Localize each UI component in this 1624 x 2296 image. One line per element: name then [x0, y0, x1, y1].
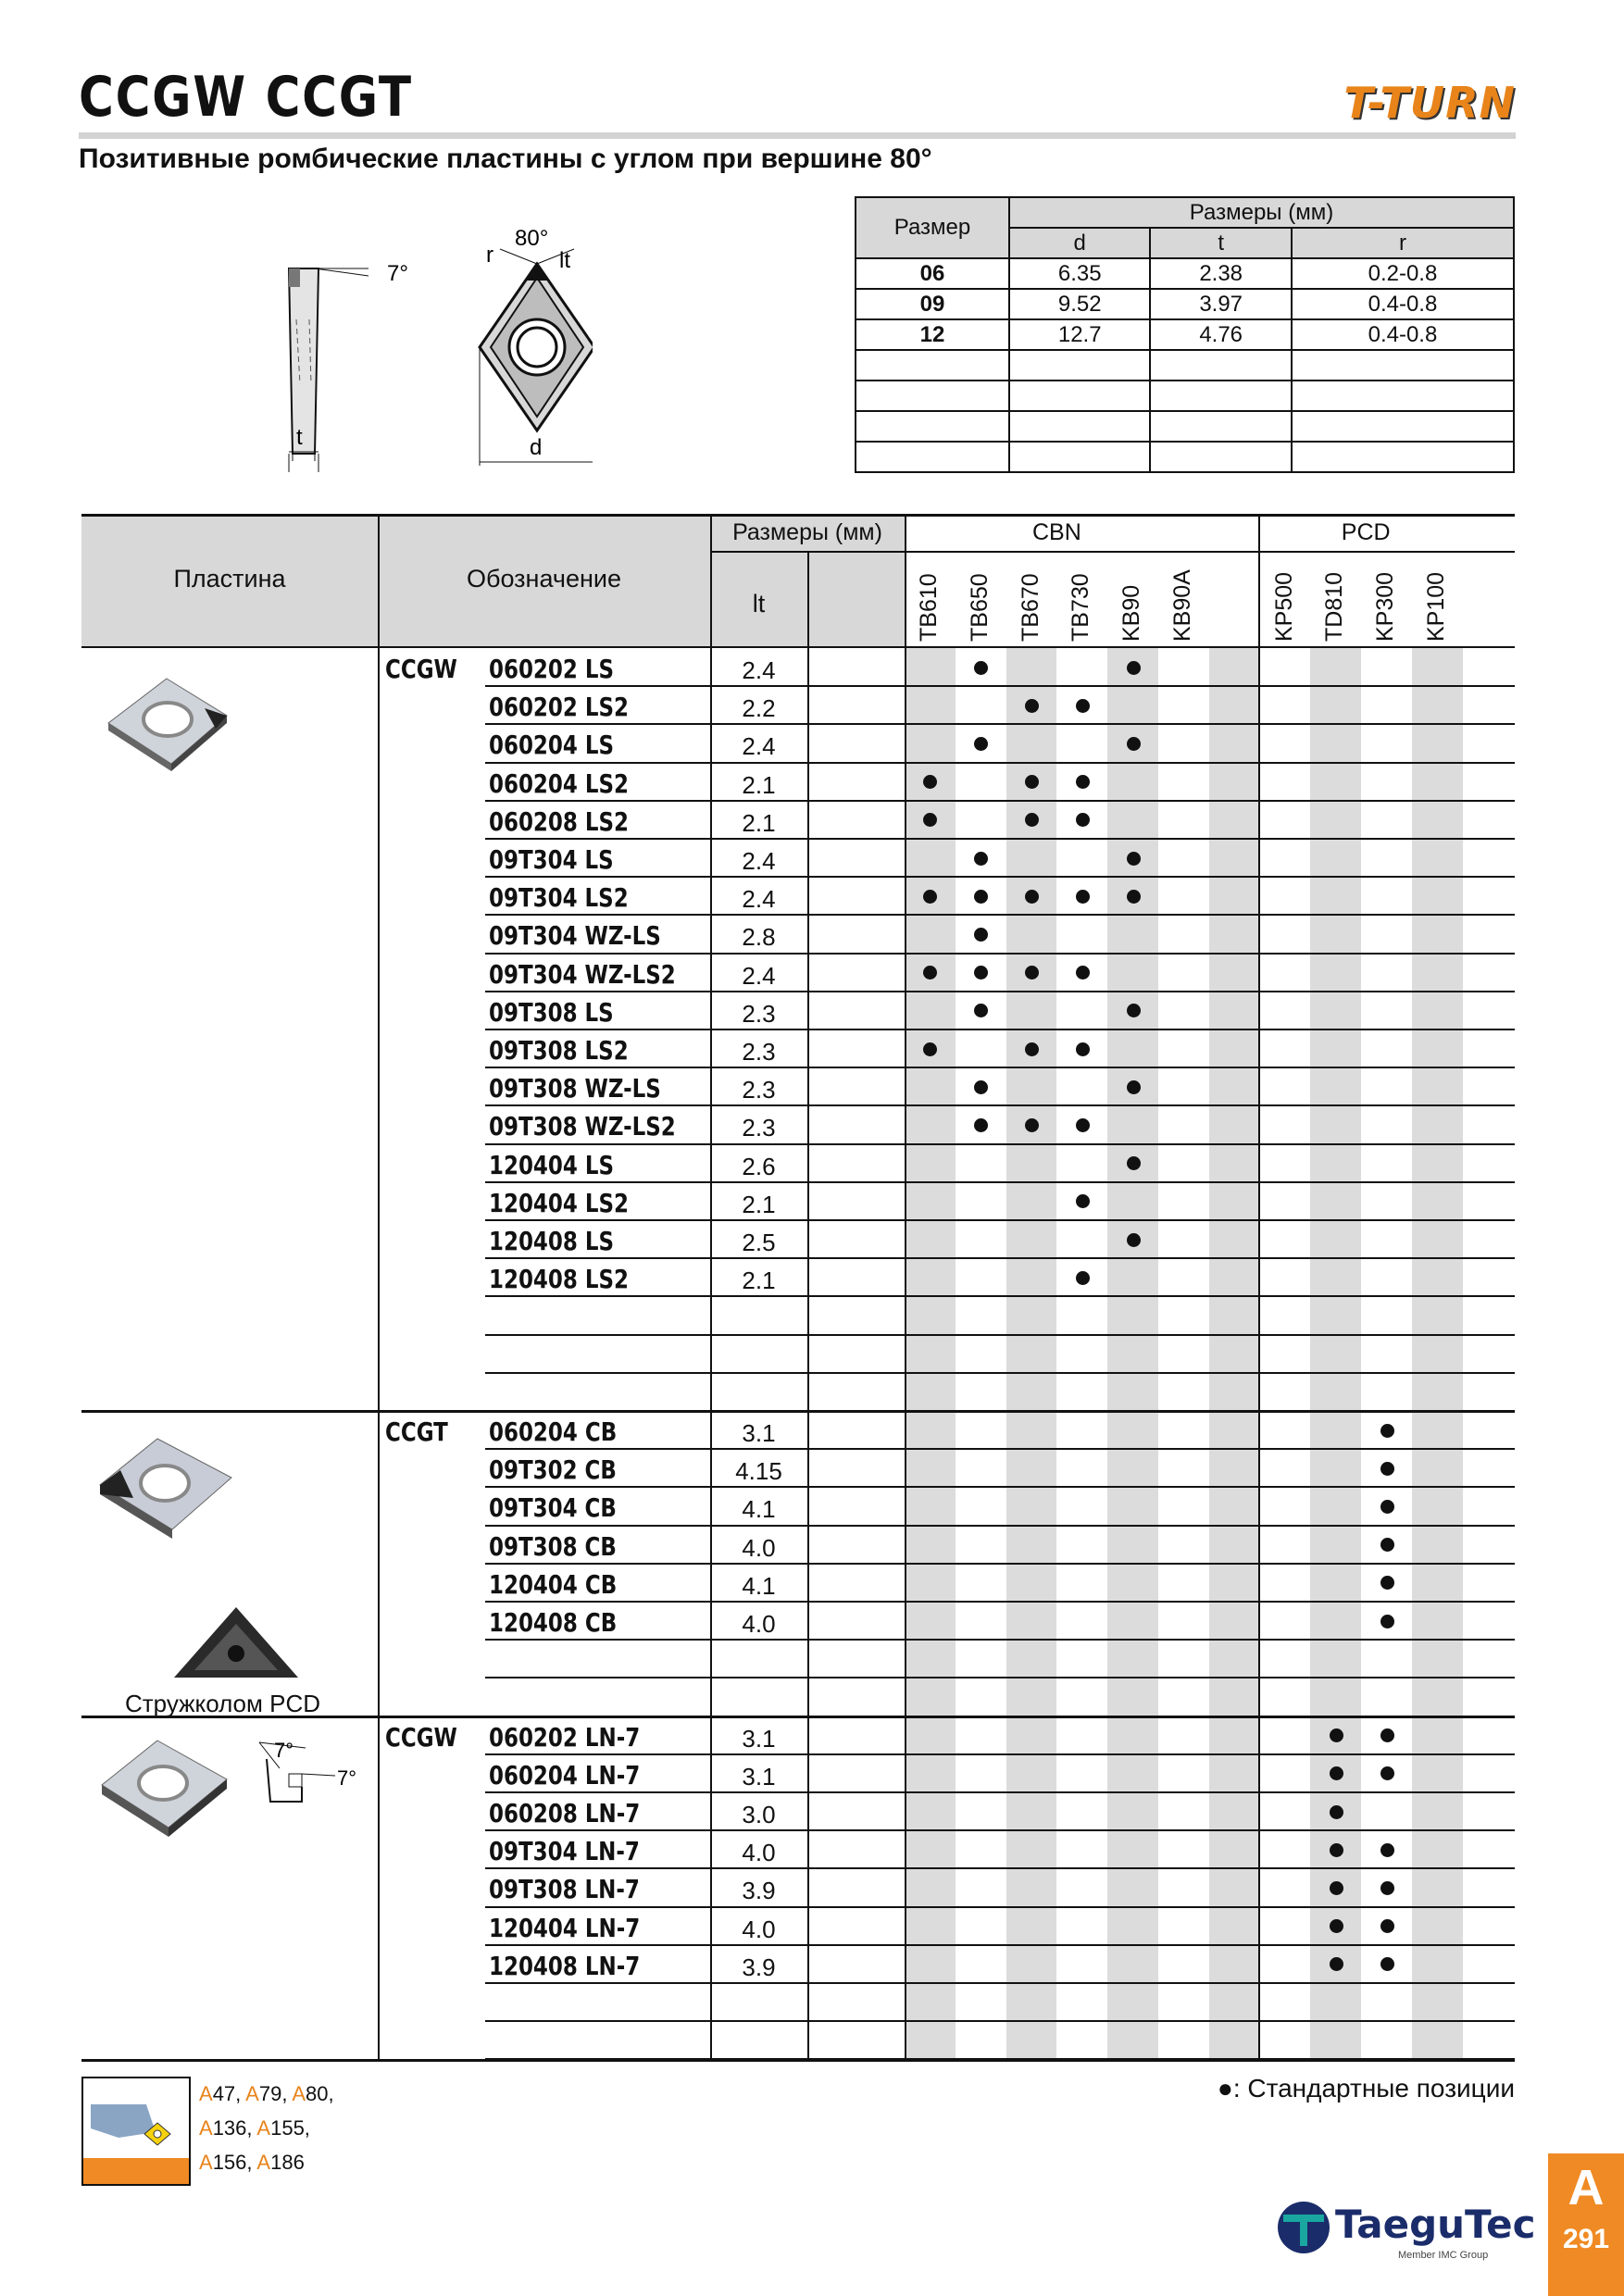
- t-col-header: t: [1150, 228, 1291, 258]
- section-divider: [81, 1410, 1515, 1413]
- row-divider: [485, 1067, 1515, 1068]
- ccgt-insert-image: [93, 1433, 241, 1544]
- availability-dot: [974, 1118, 988, 1132]
- lt-value: 2.3: [742, 1114, 776, 1142]
- availability-dot: [974, 737, 988, 751]
- lt-value: 2.3: [742, 1076, 776, 1104]
- ccgw-insert-image: [97, 671, 236, 773]
- designation-code: 060208 LN-7: [489, 1798, 641, 1828]
- designation-code: 09T304 LS2: [489, 882, 629, 914]
- reference-prefix[interactable]: A: [199, 2082, 213, 2105]
- availability-dot: [1025, 890, 1039, 904]
- lt-value: 3.0: [742, 1801, 776, 1828]
- header-divider: [79, 132, 1516, 139]
- row-divider: [485, 876, 1515, 878]
- designation-code: 09T304 WZ-LS: [489, 920, 661, 952]
- designation-code: 09T308 CB: [489, 1530, 617, 1562]
- row-divider: [485, 838, 1515, 840]
- size-cell-r: [1292, 411, 1514, 442]
- page-number: 291: [1562, 2224, 1610, 2254]
- angle-tip-label: 80°: [515, 226, 549, 251]
- reference-page[interactable]: 79,: [258, 2082, 293, 2105]
- size-cell-d: [1009, 411, 1150, 442]
- size-cell-size: 12: [856, 319, 1009, 350]
- dims-group-header: Размеры (мм): [1009, 197, 1514, 228]
- ln7-insert-image: [93, 1731, 370, 1852]
- size-cell-t: 4.76: [1150, 319, 1291, 350]
- legend-standard: ●: Стандартные позиции: [1217, 2074, 1515, 2103]
- availability-dot: [1076, 1118, 1090, 1132]
- lt-value: 2.1: [742, 808, 776, 837]
- reference-page[interactable]: 47,: [212, 2082, 246, 2105]
- row-divider: [485, 1219, 1515, 1221]
- size-cell-r: 0.4-0.8: [1292, 319, 1514, 350]
- reference-prefix[interactable]: A: [199, 2151, 213, 2174]
- row-divider: [485, 2020, 1515, 2022]
- lt-value: 4.0: [742, 1533, 776, 1562]
- d-col-header: d: [1009, 228, 1150, 258]
- designation-code: 09T308 WZ-LS2: [489, 1111, 676, 1142]
- lt-value: 3.1: [742, 1724, 776, 1753]
- lt-value: 2.4: [742, 847, 776, 875]
- row-divider: [485, 1829, 1515, 1831]
- availability-dot: [974, 1080, 988, 1094]
- row-divider: [485, 1143, 1515, 1145]
- reference-page[interactable]: 186: [270, 2151, 305, 2174]
- lt-value: 4.0: [742, 1839, 776, 1867]
- lt-value: 2.5: [742, 1229, 776, 1256]
- availability-dot: [1025, 1042, 1039, 1056]
- size-cell-t: [1150, 381, 1291, 411]
- family-label: CCGW: [385, 654, 457, 684]
- company-subtitle: Member IMC Group: [1398, 2250, 1489, 2261]
- angle-side-label: 7°: [387, 261, 408, 286]
- availability-dot: [1127, 737, 1141, 751]
- grade-label-tb670: TB670: [1017, 573, 1043, 642]
- designation-code: 120408 CB: [489, 1607, 618, 1638]
- lt-value: 2.4: [742, 961, 776, 990]
- availability-dot: [1076, 890, 1090, 904]
- availability-dot: [1025, 699, 1039, 713]
- size-cell-d: 9.52: [1009, 289, 1150, 319]
- size-cell-d: [1009, 442, 1150, 472]
- chipbreaker-caption: Стружколом PCD: [125, 1690, 321, 1717]
- designation-code: 060202 LS2: [489, 692, 629, 723]
- size-cell-size: [856, 350, 1009, 381]
- row-divider: [485, 991, 1515, 992]
- size-col-header: Размер: [856, 197, 1009, 258]
- insert-col-header: Пластина: [173, 565, 286, 593]
- size-cell-r: [1292, 350, 1514, 381]
- row-divider: [485, 1486, 1515, 1488]
- availability-dot: [1127, 852, 1141, 866]
- lt-value: 4.0: [742, 1915, 776, 1943]
- availability-dot: [1127, 661, 1141, 675]
- size-row: [856, 258, 1514, 289]
- designation-code: 09T308 LN-7: [489, 1874, 640, 1905]
- designation-code: 09T308 WZ-LS: [489, 1073, 661, 1104]
- grade-label-td810: TD810: [1321, 571, 1348, 642]
- availability-dot: [1076, 699, 1090, 713]
- availability-dot: [1076, 966, 1090, 980]
- designation-code: 120404 CB: [489, 1568, 618, 1600]
- size-table: [855, 196, 1515, 473]
- dims-col-header: Размеры (мм): [732, 519, 882, 545]
- availability-dot: [1380, 1576, 1394, 1590]
- availability-dot: [974, 852, 988, 866]
- company-name: TaeguTec: [1335, 2202, 1536, 2247]
- size-row: [856, 381, 1514, 411]
- reference-page[interactable]: 155,: [270, 2116, 310, 2140]
- pcd-chipbreaker-image: [167, 1602, 306, 1685]
- availability-dot: [974, 661, 988, 675]
- size-cell-size: [856, 442, 1009, 472]
- size-cell-d: [1009, 381, 1150, 411]
- size-cell-r: [1292, 442, 1514, 472]
- ln7-angle-b-label: 7°: [337, 1766, 357, 1790]
- lt-value: 3.9: [742, 1877, 776, 1905]
- application-icon: [81, 2077, 191, 2186]
- row-divider: [485, 1257, 1515, 1259]
- row-divider: [485, 1639, 1515, 1641]
- row-divider: [485, 723, 1515, 725]
- size-row: [856, 319, 1514, 350]
- size-cell-r: [1292, 381, 1514, 411]
- availability-dot: [1380, 1500, 1394, 1514]
- availability-dot: [1380, 1957, 1394, 1971]
- brand-logo: T-TURN: [1343, 78, 1516, 128]
- lt-value: 2.8: [742, 923, 776, 952]
- designation-code: 120404 LS2: [489, 1187, 629, 1218]
- designation-code: 060202 LN-7: [489, 1721, 641, 1753]
- availability-dot: [1127, 1233, 1141, 1247]
- reference-line: [199, 2077, 334, 2111]
- size-row: [856, 411, 1514, 442]
- availability-dot: [1380, 1538, 1394, 1552]
- size-row: [856, 289, 1514, 319]
- availability-dot: [974, 966, 988, 980]
- grade-label-kp500: KP500: [1270, 571, 1297, 642]
- separator-column: [1209, 648, 1260, 2059]
- lt-value: 2.1: [742, 770, 776, 799]
- availability-dot: [974, 890, 988, 904]
- availability-dot: [1076, 1271, 1090, 1285]
- size-cell-size: 09: [856, 289, 1009, 319]
- availability-dot: [1380, 1728, 1394, 1742]
- row-divider: [485, 1525, 1515, 1527]
- designation-code: 09T308 LS: [489, 996, 614, 1028]
- row-divider: [485, 1677, 1515, 1678]
- grade-label-tb730: TB730: [1068, 573, 1094, 642]
- availability-dot: [1127, 890, 1141, 904]
- dim-r-label: r: [486, 243, 493, 268]
- availability-dot: [1076, 775, 1090, 789]
- dim-lt-label: lt: [559, 248, 570, 273]
- designation-code: 060202 LS: [489, 654, 615, 684]
- reference-prefix[interactable]: A: [199, 2116, 213, 2140]
- cbn-group-header: CBN: [1032, 519, 1081, 545]
- lt-col-header: lt: [752, 590, 766, 618]
- availability-dot: [1330, 1919, 1343, 1933]
- grade-label-kp300: KP300: [1372, 571, 1399, 642]
- dim-t-label: t: [296, 425, 303, 450]
- row-divider: [485, 1563, 1515, 1565]
- size-cell-t: 2.38: [1150, 258, 1291, 289]
- availability-dot: [1076, 1194, 1090, 1208]
- grade-label-kb90a: KB90A: [1169, 569, 1195, 642]
- page-title: CCGW CCGT: [79, 65, 413, 130]
- designation-code: 120408 LS: [489, 1226, 615, 1256]
- designation-code: 09T304 LS: [489, 844, 614, 875]
- availability-dot: [1330, 1843, 1343, 1857]
- size-row: [856, 350, 1514, 381]
- availability-dot: [1127, 1080, 1141, 1094]
- row-divider: [485, 1181, 1515, 1183]
- designation-code: 060204 LS: [489, 730, 615, 761]
- lt-value: 2.1: [742, 1267, 776, 1295]
- row-divider: [485, 685, 1515, 687]
- lt-value: 2.4: [742, 885, 776, 914]
- table-top-border: [81, 514, 1515, 517]
- row-divider: [485, 762, 1515, 764]
- header-bottom-border: [81, 646, 1515, 648]
- lt-value: 3.1: [742, 1419, 776, 1447]
- designation-code: 09T304 WZ-LS2: [489, 958, 676, 990]
- lt-value: 2.4: [742, 732, 776, 761]
- pcd-group-header: PCD: [1341, 519, 1391, 545]
- size-cell-d: [1009, 350, 1150, 381]
- availability-dot: [1380, 1843, 1394, 1857]
- ln7-angle-a-label: 7°: [274, 1739, 294, 1762]
- reference-page[interactable]: 136,: [212, 2116, 257, 2140]
- grade-column-stripe: [1412, 648, 1463, 2059]
- lt-value: 2.4: [742, 656, 776, 684]
- col-divider: [378, 514, 380, 2059]
- availability-dot: [1380, 1766, 1394, 1780]
- lt-value: 2.3: [742, 999, 776, 1028]
- row-divider: [485, 1448, 1515, 1450]
- designation-code: 09T302 CB: [489, 1454, 617, 1486]
- page-references: [199, 2077, 334, 2179]
- reference-prefix[interactable]: A: [292, 2082, 306, 2105]
- designation-code: 120408 LS2: [489, 1264, 629, 1295]
- availability-dot: [1380, 1424, 1394, 1438]
- r-col-header: r: [1292, 228, 1514, 258]
- lt-value: 4.15: [735, 1457, 782, 1486]
- availability-dot: [1025, 1118, 1039, 1132]
- row-divider: [485, 1601, 1515, 1603]
- availability-dot: [1380, 1919, 1394, 1933]
- availability-dot: [974, 1004, 988, 1017]
- row-divider: [485, 1029, 1515, 1030]
- designation-code: 120408 LN-7: [489, 1950, 641, 1981]
- reference-line: [199, 2111, 334, 2145]
- lt-value: 2.2: [742, 694, 776, 723]
- size-cell-r: 0.2-0.8: [1292, 258, 1514, 289]
- designation-code: 09T304 LN-7: [489, 1836, 640, 1867]
- availability-dot: [1076, 813, 1090, 827]
- designation-code: 120404 LS: [489, 1149, 615, 1180]
- size-cell-r: 0.4-0.8: [1292, 289, 1514, 319]
- grade-label-tb650: TB650: [966, 573, 993, 642]
- designation-code: 060204 LS2: [489, 767, 629, 799]
- size-cell-t: 3.97: [1150, 289, 1291, 319]
- designation-code: 060208 LS2: [489, 805, 629, 837]
- availability-dot: [923, 1042, 937, 1056]
- page-subtitle: Позитивные ромбические пластины с углом при вершине 80°: [79, 144, 932, 174]
- row-divider: [485, 1104, 1515, 1106]
- row-divider: [485, 1791, 1515, 1793]
- row-divider: [485, 1295, 1515, 1297]
- family-label: CCGW: [385, 1721, 457, 1753]
- lt-value: 2.3: [742, 1038, 776, 1066]
- availability-dot: [1127, 1004, 1141, 1017]
- reference-prefix[interactable]: A: [256, 2151, 271, 2174]
- size-cell-t: [1150, 442, 1291, 472]
- lt-value: 3.1: [742, 1762, 776, 1791]
- lt-value: 2.6: [742, 1152, 776, 1180]
- availability-dot: [1380, 1881, 1394, 1895]
- taegutec-logo-icon: [1276, 2200, 1331, 2255]
- reference-page[interactable]: 156,: [212, 2151, 257, 2174]
- grade-label-tb610: TB610: [916, 573, 942, 642]
- row-divider: [485, 800, 1515, 802]
- size-cell-t: [1150, 350, 1291, 381]
- size-cell-d: 12.7: [1009, 319, 1150, 350]
- availability-dot: [1380, 1615, 1394, 1628]
- row-divider: [485, 1372, 1515, 1374]
- reference-prefix[interactable]: A: [245, 2082, 259, 2105]
- availability-dot: [974, 928, 988, 942]
- availability-dot: [1330, 1805, 1343, 1819]
- dim-d-label: d: [530, 435, 543, 460]
- designation-code: 09T308 LS2: [489, 1035, 629, 1066]
- lt-value: 4.1: [742, 1571, 776, 1600]
- lt-value: 2.1: [742, 1190, 776, 1218]
- row-divider: [485, 1334, 1515, 1336]
- row-divider: [485, 1867, 1515, 1869]
- col-divider: [905, 514, 906, 2059]
- row-divider: [485, 953, 1515, 955]
- availability-dot: [1330, 1881, 1343, 1895]
- reference-page[interactable]: 80,: [306, 2082, 334, 2105]
- availability-dot: [1380, 1462, 1394, 1476]
- insert-drawing: [259, 204, 593, 472]
- row-divider: [485, 1906, 1515, 1908]
- designation-code: 060204 LN-7: [489, 1759, 641, 1791]
- row-divider: [485, 1753, 1515, 1755]
- lt-value: 4.0: [742, 1610, 776, 1638]
- grade-column-stripe: [1006, 648, 1057, 2059]
- row-divider: [485, 2058, 1515, 2060]
- availability-dot: [1127, 1156, 1141, 1170]
- lt-value: 3.9: [742, 1953, 776, 1981]
- row-divider: [485, 1982, 1515, 1984]
- section-letter: A: [1568, 2160, 1605, 2215]
- designation-code: 120404 LN-7: [489, 1912, 641, 1943]
- availability-dot: [1076, 1042, 1090, 1056]
- section-tab: [1548, 2153, 1624, 2296]
- size-row: [856, 442, 1514, 472]
- col-divider: [1258, 514, 1260, 2059]
- family-label: CCGT: [385, 1416, 448, 1447]
- col-divider: [807, 551, 809, 2059]
- designation-code: 09T304 CB: [489, 1492, 617, 1524]
- row-divider: [485, 914, 1515, 916]
- designation-col-header: Обозначение: [467, 565, 621, 593]
- size-cell-t: [1150, 411, 1291, 442]
- grade-label-kp100: KP100: [1423, 571, 1449, 642]
- size-cell-size: [856, 381, 1009, 411]
- grade-column-stripe: [905, 648, 956, 2059]
- reference-line: [199, 2145, 334, 2179]
- grade-label-kb90: KB90: [1118, 584, 1145, 642]
- reference-prefix[interactable]: A: [256, 2116, 271, 2140]
- designation-code: 060204 CB: [489, 1416, 618, 1447]
- header-divider: [905, 551, 1515, 553]
- availability-dot: [1330, 1728, 1343, 1742]
- size-cell-size: 06: [856, 258, 1009, 289]
- size-cell-size: [856, 411, 1009, 442]
- row-divider: [485, 1944, 1515, 1946]
- lt-value: 4.1: [742, 1495, 776, 1524]
- size-cell-d: 6.35: [1009, 258, 1150, 289]
